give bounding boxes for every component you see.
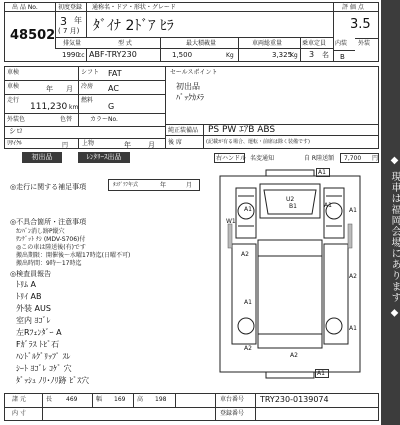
tax-year: 年: [124, 141, 131, 149]
recycle-yen: 円: [62, 142, 69, 149]
doc-notice-label: 名変通知: [250, 155, 275, 162]
location-banner: ◆ 現車は福岡会場にあります ◆: [381, 0, 400, 425]
first-reg-label: 初度登録: [58, 4, 83, 11]
shift-value: FAT: [108, 69, 122, 78]
height-label: 高: [137, 396, 144, 403]
tachograph-label: ﾀｺｸﾞﾗﾌ年式: [113, 182, 139, 188]
report-line-5: 左Rﾌｪﾝﾀﾞｰ A: [16, 328, 62, 337]
lot-no-label: 出 品 No.: [12, 4, 38, 11]
disp: 1990: [62, 51, 80, 59]
report-line-3: 外装 AUS: [16, 304, 51, 313]
lot-no: 48502: [10, 28, 56, 43]
shift-label: シフト: [81, 69, 100, 76]
interior-score: B: [340, 53, 345, 61]
mark-a1-right-rear: A1: [349, 325, 357, 332]
width-label: 幅: [96, 396, 103, 403]
mark-a1-left-rear: A1: [244, 299, 252, 306]
mileage-note-title: ◎走行に関する補足事項: [10, 183, 87, 191]
color-no-label: カラーNo.: [90, 116, 118, 123]
mark-a1-front: A1: [318, 169, 326, 176]
color-change-label: 色替: [60, 116, 73, 123]
tax-month: 月: [148, 141, 155, 149]
height: 198: [155, 396, 167, 403]
shaken-year: 年: [46, 85, 53, 93]
mark-u2: U2: [286, 196, 295, 203]
defect-line-2: ｻﾝｹﾞｯﾄ ﾅｼ (MDV-S706)付: [16, 236, 86, 243]
chassis-label: 車台番号: [220, 396, 245, 403]
fuel-label: 燃料: [81, 97, 94, 104]
mileage: 111,230: [30, 102, 68, 112]
fuel-value: G: [108, 102, 115, 111]
rental-listing-badge: ﾚﾝﾀﾘｰｽ出品: [78, 152, 130, 163]
reg-year: 3: [60, 15, 67, 28]
registration-label: 登録番号: [220, 410, 245, 417]
defect-line-5: 搬出時間：9時～17時迄: [16, 260, 82, 267]
report-line-1: ﾄﾘﾑ A: [16, 280, 37, 289]
transport-fee-label: 自 R陸送額: [304, 155, 335, 162]
report-line-7: ﾊﾝﾄﾞﾙｸﾞﾘｯﾌﾟ ｽﾚ: [16, 352, 71, 361]
report-line-2: ﾄﾘｲ AB: [16, 292, 42, 301]
mark-a2-rear: A2: [290, 352, 298, 359]
equip-label: 純正装備品: [168, 127, 199, 134]
color-label: 外装色: [7, 116, 26, 123]
score-value: 3.5: [350, 17, 371, 32]
width: 169: [114, 396, 126, 403]
transport-fee-unit: 円: [372, 155, 379, 162]
reg-year-unit: 年: [74, 16, 82, 25]
type-label: 型 式: [118, 40, 132, 47]
model-name-label: 通称名・ドア・形状・グレード: [92, 4, 176, 11]
mark-a1-right: A1: [324, 202, 332, 209]
mark-w1: W1: [226, 218, 236, 225]
recycle-label: ﾘｻｲｸﾙ: [7, 140, 23, 147]
length-label: 長: [46, 396, 53, 403]
reg-month: ( 7 月): [58, 27, 80, 35]
defect-line-3: ◎この車は陸送後(有)です: [16, 244, 86, 251]
defects-title: ◎不具合箇所・注意事項: [10, 218, 87, 226]
score-label: 評 価 点: [342, 4, 364, 11]
shaken-month: 月: [66, 85, 73, 93]
tax-label: 上物: [82, 140, 95, 147]
color-value: シロ: [9, 127, 23, 135]
sales-point-1: 初出品: [176, 82, 200, 91]
defect-line-4: 搬出期限：開催後～水曜17時迄(日曜不可): [16, 252, 131, 259]
mark-b1: B1: [289, 203, 297, 210]
sales-point-label: セールスポイント: [170, 69, 218, 76]
defect-line-1: ｶﾝﾊﾞﾝ消し跡P縦穴: [16, 228, 65, 235]
length: 469: [66, 396, 78, 403]
disp-label: 排気量: [63, 40, 82, 47]
model-name: ﾀﾞｲﾅ 2ﾄﾞｱ ﾋﾗ: [93, 18, 174, 34]
report-line-6: Fｶﾞﾗｽ ﾄﾋﾞ石: [16, 340, 60, 349]
maxload-label: 最大積載量: [186, 40, 217, 47]
mark-a1-left: A1: [244, 206, 252, 213]
model-code: ABF-TRY230: [89, 50, 137, 59]
mark-a1-rear: A1: [317, 370, 325, 377]
interior-dim-label: 内 寸: [12, 410, 26, 417]
report-line-4: 室内 ﾖｺﾞﾚ: [16, 316, 51, 325]
mark-a2-right: A2: [349, 273, 357, 280]
ac-value: AC: [108, 84, 119, 93]
disp-unit: cc: [78, 52, 85, 59]
gvw: 3,325: [272, 51, 293, 59]
rear-seat-note: (記載が有る場合、運転・前席は除く装備です): [206, 139, 310, 145]
transport-fee-value: 7,700: [344, 155, 362, 162]
max-load-unit: Kg: [226, 52, 234, 59]
gvw-unit: Kg: [290, 52, 298, 59]
chassis-number: TRY230-0139074: [260, 395, 329, 404]
tachograph-year: 年: [160, 182, 167, 189]
inspector-report-title: ◎検査員報告: [10, 270, 52, 278]
report-line-8: ｼｰﾄ ﾖｺﾞﾚ ｺｹﾞ 穴: [16, 364, 72, 373]
tachograph-month: 月: [186, 182, 193, 189]
mark-a1-right-wheel: A1: [349, 207, 357, 214]
first-listing-badge: 初出品: [22, 152, 62, 163]
size-label: 諸 元: [12, 396, 26, 403]
shaken-label: 車検: [7, 69, 20, 76]
interior-label: 内装: [335, 40, 348, 47]
max-load: 1,500: [172, 51, 193, 59]
capacity: 3: [309, 50, 315, 59]
right-handle: 右ハンドル: [216, 155, 247, 162]
gvw-label: 車両総重量: [252, 40, 283, 47]
exterior-label: 外装: [358, 40, 371, 47]
capacity-label: 乗車定員: [302, 40, 327, 47]
rear-seat-label: 後 席: [168, 139, 182, 146]
mileage-unit: km: [69, 104, 79, 111]
sales-point-2: ﾊﾞｯｸｶﾒﾗ: [176, 93, 204, 102]
capacity-unit: 名: [322, 51, 329, 59]
ac-label: 冷房: [81, 83, 94, 90]
equip-value: PS PW ｴｱB ABS: [208, 125, 276, 135]
mark-a2-left: A2: [241, 251, 249, 258]
shaken-until-label: 車検: [7, 83, 20, 90]
mark-a2-rear-left: A2: [244, 345, 252, 352]
report-line-9: ﾀﾞｯｼｭ ﾉﾘ･ﾉﾘ跡 ﾋﾞｽ穴: [16, 376, 90, 385]
mileage-label: 走行: [7, 97, 20, 104]
